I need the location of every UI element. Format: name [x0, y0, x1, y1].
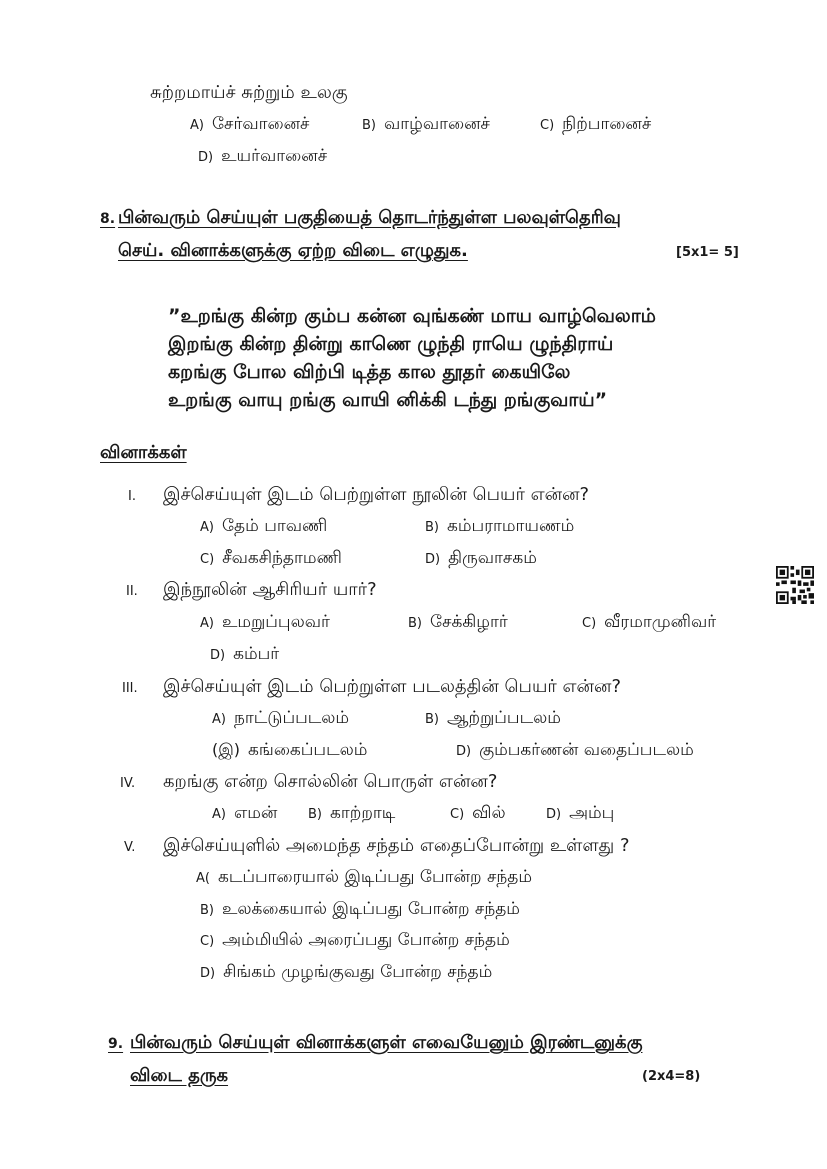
q8-4-option-b: B) காற்றாடி	[308, 803, 396, 823]
poem-line-1: ”உறங்கு கின்ற கும்ப கன்ன வுங்கண் மாய வாழ்வெலாம்	[168, 305, 656, 327]
q8-1-option-b: B) கம்பராமாயணம்	[425, 516, 575, 536]
poem-block	[168, 302, 656, 414]
q8-4-option-a: A) எமன்	[212, 803, 278, 823]
q8-title-line1: பின்வரும் செய்யுள் பகுதியைத் தொடர்ந்துள்ள பலவுள்தெரிவு	[118, 207, 621, 228]
questions-heading: வினாக்கள்	[100, 442, 187, 463]
q8-2-number: II.	[126, 584, 138, 599]
q8-2-text: இந்நூலின் ஆசிரியர் யார்?	[163, 579, 377, 600]
top-line: சுற்றமாய்ச் சுற்றும் உலகு	[150, 82, 348, 103]
q8-number: 8.	[100, 211, 116, 227]
poem-line-3: கறங்கு போல விற்பி டித்த கால தூதர் கையிலே	[168, 361, 571, 383]
top-option-b: B) வாழ்வானைச்	[362, 114, 490, 134]
qr-code-icon	[776, 566, 814, 604]
q8-2-option-d: D) கம்பர்	[210, 644, 280, 664]
q9-title-line2: விடை தருக	[130, 1065, 229, 1086]
q8-marks: [5x1= 5]	[676, 245, 739, 260]
q8-5-option-b: B) உலக்கையால் இடிப்பது போன்ற சந்தம்	[200, 899, 520, 919]
q8-2-option-a: A) உமறுப்புலவர்	[200, 612, 330, 632]
q8-4-number: IV.	[120, 776, 136, 791]
q8-3-option-c: (இ) கங்கைப்படலம்	[212, 740, 368, 760]
poem-line-2: இறங்கு கின்ற தின்று காணெ ழுந்தி ராயெ ழுந்திராய்	[168, 333, 614, 355]
q8-1-option-d: D) திருவாசகம்	[425, 548, 537, 568]
q8-1-number: I.	[128, 489, 136, 504]
q8-4-option-c: C) வில்	[450, 803, 506, 823]
q8-3-text: இச்செய்யுள் இடம் பெற்றுள்ள படலத்தின் பெயர் என்ன?	[163, 676, 622, 697]
q9-marks: (2x4=8)	[642, 1069, 701, 1084]
q8-5-number: V.	[124, 840, 136, 855]
q8-1-option-c: C) சீவகசிந்தாமணி	[200, 548, 342, 568]
q8-4-option-d: D) அம்பு	[546, 803, 615, 823]
q8-3-option-b: B) ஆற்றுப்படலம்	[425, 708, 561, 728]
top-option-c: C) நிற்பானைச்	[540, 114, 652, 134]
top-option-d: D) உயர்வானைச்	[198, 146, 328, 166]
q9-number: 9.	[108, 1036, 124, 1052]
q8-5-option-a: A( கடப்பாரையால் இடிப்பது போன்ற சந்தம்	[196, 867, 533, 887]
q8-5-option-c: C) அம்மியில் அரைப்பது போன்ற சந்தம்	[200, 930, 510, 950]
q8-1-text: இச்செய்யுள் இடம் பெற்றுள்ள நூலின் பெயர் என்ன?	[163, 484, 590, 505]
q8-3-option-d: D) கும்பகர்ணன் வதைப்படலம்	[456, 740, 694, 760]
q8-5-option-d: D) சிங்கம் முழங்குவது போன்ற சந்தம்	[200, 962, 493, 982]
q8-2-option-c: C) வீரமாமுனிவர்	[582, 612, 717, 632]
q8-1-option-a: A) தேம் பாவணி	[200, 516, 328, 536]
q8-3-number: III.	[122, 681, 138, 696]
q8-4-text: கறங்கு என்ற சொல்லின் பொருள் என்ன?	[163, 771, 498, 792]
q8-title-line2: செய். வினாக்களுக்கு ஏற்ற விடை எழுதுக.	[118, 240, 468, 261]
q8-2-option-b: B) சேக்கிழார்	[408, 612, 508, 632]
q8-5-text: இச்செய்யுளில் அமைந்த சந்தம் எதைப்போன்று உள்ளது ?	[163, 835, 630, 856]
q8-3-option-a: A) நாட்டுப்படலம்	[212, 708, 350, 728]
poem-line-4: உறங்கு வாயு றங்கு வாயி னிக்கி டந்து றங்குவாய்”	[168, 389, 608, 411]
q9-title-line1: பின்வரும் செய்யுள் வினாக்களுள் எவையேனும் இரண்டனுக்கு	[130, 1032, 643, 1053]
top-option-a: A) சேர்வானைச்	[190, 114, 310, 134]
